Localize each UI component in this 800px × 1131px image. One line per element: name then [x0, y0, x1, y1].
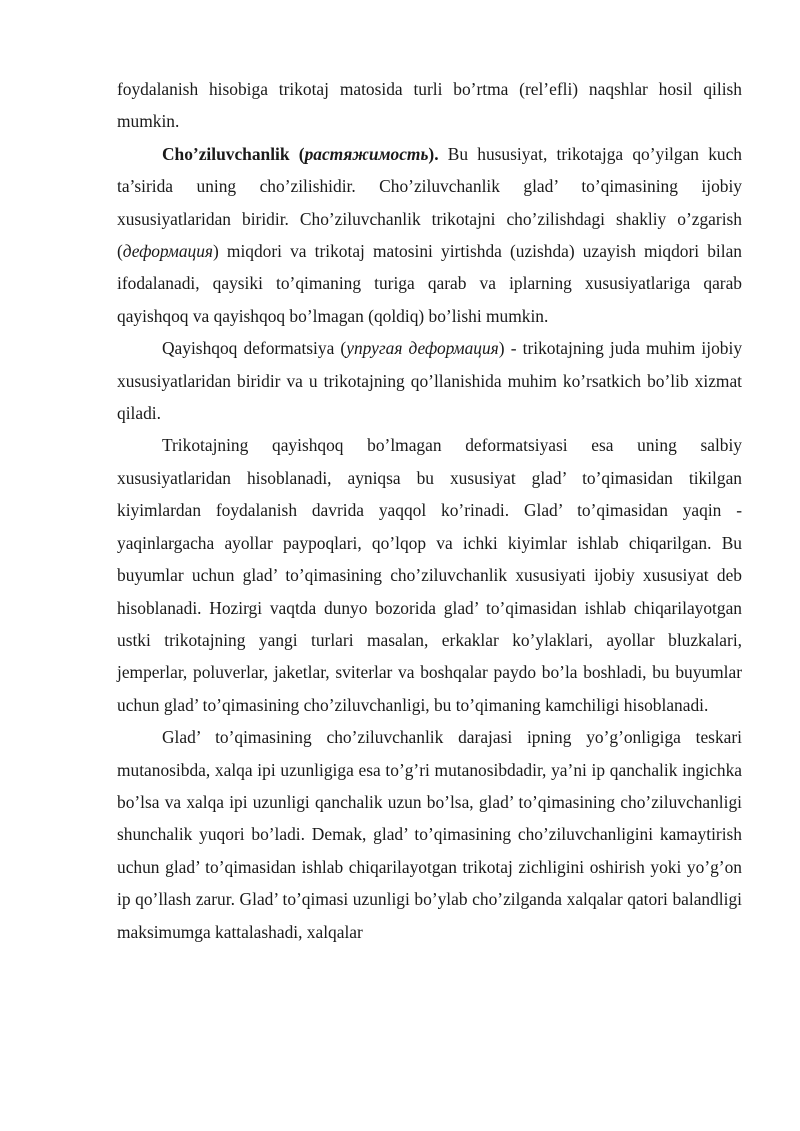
- paragraph-1-text: foydalanish hisobiga trikotaj matosida turli bo’rtma (rel’efli) naqshlar hosil qilish mumkin.: [117, 79, 742, 132]
- paragraph-5-text: Glad’ to’qimasining cho’ziluvchanlik darajasi ipning yo’g’onligiga teskari mutanosibda, xalqa ipi uzunligiga esa to’g’ri mutanosibdadir, ya’ni ip qanchalik ingichka bo’lsa va xalqa ipi uzunligi qanchalik uzun bo’lsa, glad’ to’qimasining cho’ziluvchanligi shunchalik yuqori bo’ladi. Demak, glad’ to’qimasining cho’ziluvchanligini kamaytirish uchun glad’ to’qimasidan ishlab chiqarilayotgan trikotaj zichligini oshirish yoki yo’g’on ip qo’llash zarur. Glad’ to’qimasi uzunligi bo’ylab cho’zilganda xalqalar qatori balandligi maksimumga kattalashadi, xalqalar: [117, 727, 742, 942]
- term-heading: [162, 144, 439, 164]
- paragraph-3-text-a: Qayishqoq deformatsiya (: [162, 338, 347, 359]
- paragraph-4: [117, 429, 742, 721]
- paragraph-4-text: Trikotajning qayishqoq bo’lmagan deformatsiyasi esa uning salbiy xususiyatlaridan hisoblanadi, ayniqsa bu xususiyat glad’ to’qimasidan tikilgan kiyimlardan foydalanish davrida yaqqol ko’rinadi. Glad’ to’qimasidan yaqin - yaqinlargacha ayollar paypoqlari, qo’lqop va ichki kiyimlar ishlab chiqarilgan. Bu buyumlar uchun glad’ to’qimasining cho’ziluvchanlik xususiyati ijobiy xususiyat deb hisoblanadi. Hozirgi vaqtda dunyo bozorida glad’ to’qimasidan ishlab chiqarilayotgan ustki trikotajning yangi turlari masalan, erkaklar ko’ylaklari, ayollar bluzkalari, jemperlar, poluverlar, jaketlar, sviterlar va boshqalar paydo bo’la boshladi, bu buyumlar uchun glad’ to’qimasining cho’ziluvchanligi, bu to’qimaning kamchiligi hisoblanadi.: [117, 435, 742, 715]
- paragraph-1: [117, 73, 742, 138]
- term-name: Cho’ziluvchanlik: [162, 143, 290, 164]
- paragraph-2-text-b: ) miqdori va trikotaj matosini yirtishda (uzishda) uzayish miqdori bilan ifodalanadi, qaysiki to’qimaning turiga qarab va iplarning xususiyatlariga qarab qayishqoq va qayishqoq bo’lmagan (qoldiq) bo’lishi mumkin.: [117, 241, 742, 326]
- paragraph-3: [117, 332, 742, 429]
- document-page: [117, 73, 742, 948]
- paragraph-2-italic-term: деформация: [122, 241, 214, 262]
- term-russian: растяжимость: [304, 143, 429, 164]
- paragraph-3-text-b: ) - trikotajning juda muhim ijobiy xususiyatlaridan biridir va u trikotajning qo’llanishida muhim ko’rsatkich bo’lib xizmat qiladi.: [117, 338, 743, 424]
- paragraph-3-italic-term: упругая деформация: [346, 338, 499, 359]
- term-open-paren: (: [289, 143, 305, 164]
- paragraph-5: [117, 721, 742, 948]
- term-close-paren: ).: [428, 143, 439, 164]
- paragraph-2: [117, 138, 742, 332]
- paragraph-2-text-a: Bu hususiyat, trikotajga qo’yilgan kuch ta’sirida uning cho’zilishidir. Cho’ziluvchanlik glad’ to’qimasining ijobiy xususiyatlaridan biridir. Cho’ziluvchanlik trikotajni cho’zilishdagi shakliy o’zgarish (: [117, 143, 742, 262]
